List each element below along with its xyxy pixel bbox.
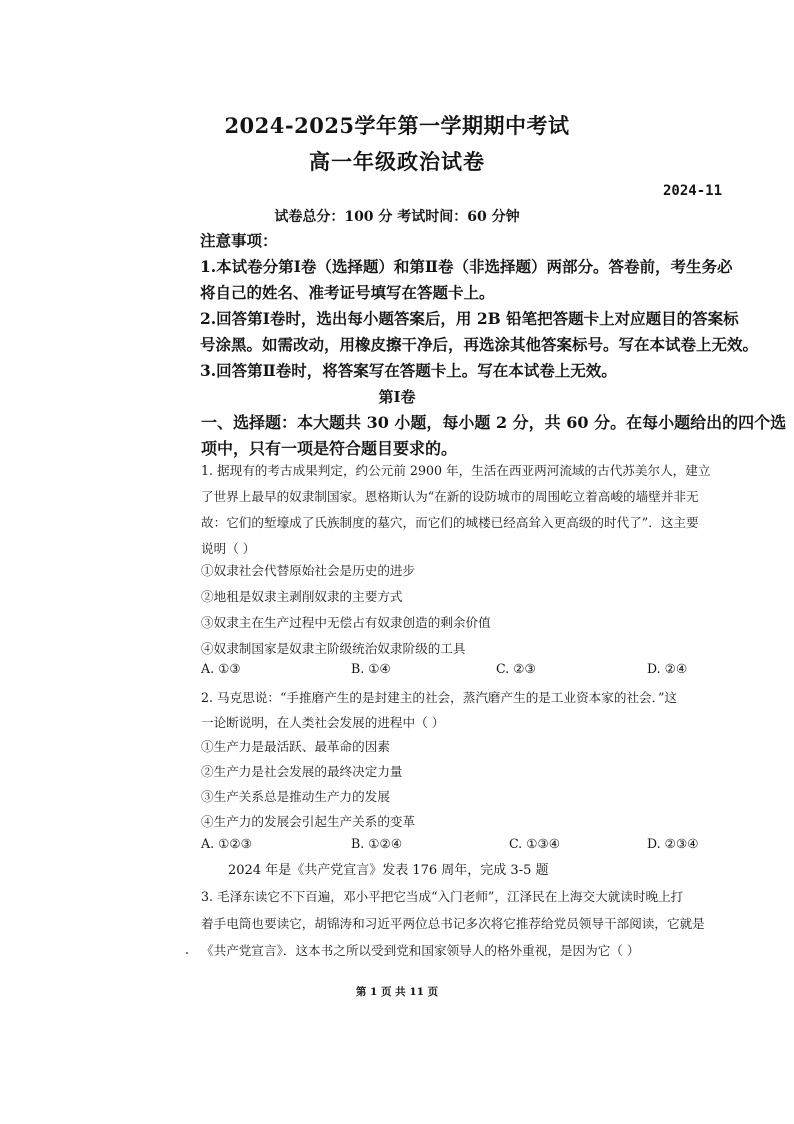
statement-item: ④奴隶制国家是奴隶主阶级统治奴隶阶级的工具: [201, 641, 466, 656]
statement-item: ②地租是奴隶主剥削奴隶的主要方式: [201, 589, 403, 604]
notes-line: 1.本试卷分第Ⅰ卷（选择题）和第Ⅱ卷（非选择题）两部分。答卷前，考生务必: [200, 257, 733, 276]
question-1-stem: [201, 458, 710, 562]
choice-d: D. ②④: [647, 661, 688, 676]
notes-line: 将自己的姓名、准考证号填写在答题卡上。: [200, 283, 495, 302]
choice-d: D. ②③④: [647, 836, 699, 851]
question-line: 《共产党宣言》．这本书之所以受到党和国家领导人的格外重视，是因为它（ ）: [201, 943, 640, 958]
section-description: [201, 410, 786, 462]
notes-line: 3.回答第Ⅱ卷时，将答案写在答题卡上。写在本试卷上无效。: [200, 361, 617, 380]
choice-a: A. ①③: [201, 661, 241, 676]
question-line: 一论断说明，在人类社会发展的进程中（ ）: [201, 715, 445, 730]
question-2-statements: [201, 734, 415, 834]
choice-b: B. ①④: [351, 661, 391, 676]
section-desc-line: 一、选择题：本大题共 30 小题，每小题 2 分，共 60 分。在每小题给出的四个选: [201, 413, 787, 432]
statement-item: ③生产关系总是推动生产力的发展: [201, 789, 390, 804]
statement-item: ③奴隶主在生产过程中无偿占有奴隶创造的剩余价值: [201, 615, 491, 630]
choice-b: B. ①②④: [351, 836, 403, 851]
notes-line: 号涂黑。如需改动，用橡皮擦干净后，再选涂其他答案标号。写在本试卷上无效。: [200, 335, 759, 354]
statement-item: ①生产力是最活跃、最革命的因素: [201, 739, 390, 754]
section-desc-line: 项中，只有一项是符合题目要求的。: [201, 439, 458, 458]
question-1-statements: [201, 558, 491, 662]
question-line: 着手电筒也要读它，胡锦涛和习近平两位总书记多次将它推荐给党员领导干部阅读，它就是: [201, 916, 705, 931]
question-2-stem: [201, 685, 677, 735]
statement-item: ①奴隶社会代替原始社会是历史的进步: [201, 563, 416, 578]
question-3-stem: [201, 883, 705, 964]
notes-line: 2.回答第Ⅰ卷时，选出每小题答案后，用 2B 铅笔把答题卡上对应题目的答案标: [200, 309, 739, 328]
exam-subtitle: 高一年级政治试卷: [309, 149, 485, 174]
statement-item: ④生产力的发展会引起生产关系的变革: [201, 814, 416, 829]
question-line: 说明（ ）: [201, 541, 256, 556]
statement-item: ②生产力是社会发展的最终决定力量: [201, 764, 403, 779]
page-footer: 第 1 页 共 11 页: [355, 986, 439, 998]
question-group-intro: 2024 年是《共产党宣言》发表 176 周年，完成 3-5 题: [228, 863, 549, 878]
exam-date: 2024-11: [663, 183, 723, 199]
question-line: 1. 据现有的考古成果判定，约公元前 2900 年，生活在西亚两河流域的古代苏美尔人，建立: [201, 463, 711, 478]
choice-c: C. ②③: [496, 661, 536, 676]
choice-c: C. ①③④: [509, 836, 561, 851]
question-line: 3. 毛泽东读它不下百遍，邓小平把它当成“入门老师”，江泽民在上海交大就读时晚上打: [201, 889, 684, 904]
question-line: 故：它们的堑壕成了氏族制度的墓穴，而它们的城楼已经高耸入更高级的时代了”．这主要: [201, 515, 699, 530]
question-line: 了世界上最早的奴隶制国家。恩格斯认为“在新的设防城市的周围屹立着高峻的墙壁并非无: [201, 489, 699, 504]
notes-heading: 注意事项：: [200, 231, 278, 250]
choice-a: A. ①②③: [201, 836, 252, 851]
section-title: 第Ⅰ卷: [378, 388, 416, 406]
exam-title: 2024-2025学年第一学期期中考试: [224, 113, 570, 138]
scan-speck: [186, 952, 188, 954]
question-line: 2. 马克思说：“手推磨产生的是封建主的社会，蒸汽磨产生的是工业资本家的社会．”这: [201, 690, 677, 705]
exam-info: 试卷总分：100 分 考试时间：60 分钟: [274, 209, 520, 225]
notes-block: [200, 228, 758, 384]
